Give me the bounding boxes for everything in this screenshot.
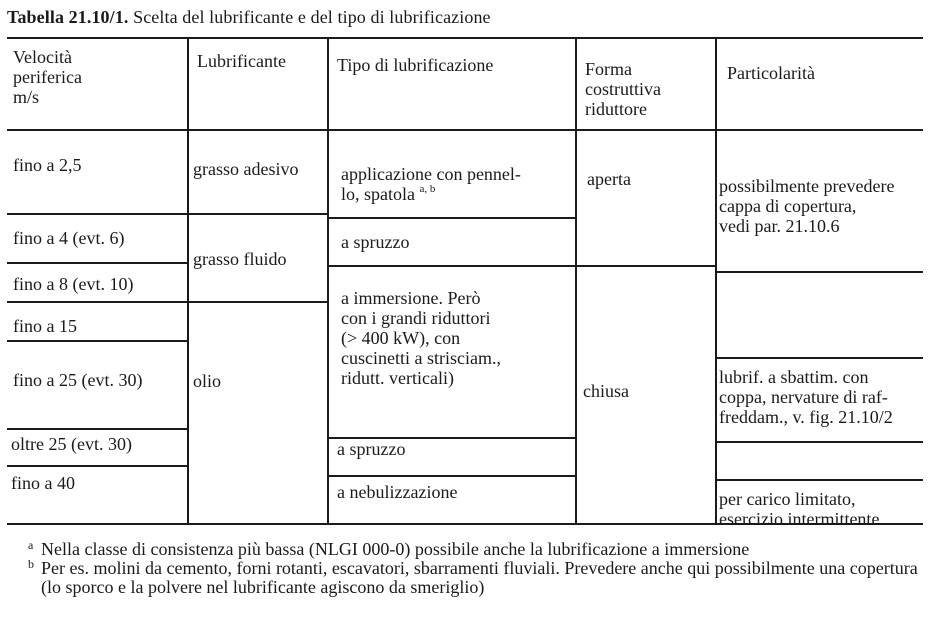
table-caption [7,7,491,28]
forma-cell: aperta [587,169,631,189]
lubrificante-cell: olio [193,371,222,391]
row-divider [715,441,923,443]
header-forma: Forma costruttiva riduttore [585,59,661,119]
velocita-cell: oltre 25 (evt. 30) [11,434,132,454]
footnote [28,540,923,559]
header-lubrificante: Lubrificante [197,51,286,71]
tipo-cell [341,164,573,207]
column-divider [187,37,189,525]
footnote-mark: b [28,557,34,571]
row-divider [7,465,187,467]
tipo-cell: a immersione. Però con i grandi riduttori (> 400 kW), con cuscinetti a strisciam., ridutt. verticali) [341,288,501,388]
tipo-cell: a spruzzo [337,439,406,459]
header-velocita: Velocità periferica m/s [13,47,82,107]
footnote-text: Per es. molini da cemento, forni rotanti, escavatori, sbarramenti fluviali. Prevedere anche qui possibilmente una copertura (lo sporco e la polvere nel lubrificante agiscono da smeriglio) [41,558,918,597]
column-divider [715,37,717,525]
column-divider [575,37,577,525]
row-divider [575,265,715,267]
footnote [28,559,923,597]
lubrificante-cell: grasso adesivo [193,159,299,179]
table-number: Tabella 21.10/1. [7,7,129,27]
row-divider [327,475,575,477]
row-divider [327,265,575,267]
row-divider [7,301,327,303]
header-particolarita: Particolarità [727,63,815,83]
row-divider [715,271,923,273]
row-divider [7,340,187,342]
footnote-mark: a [28,538,34,552]
row-divider [327,217,575,219]
lubrication-table [7,37,923,529]
velocita-cell: fino a 4 (evt. 6) [13,228,125,248]
velocita-cell: fino a 15 [13,316,77,336]
table-title: Scelta del lubrificante e del tipo di lubrificazione [133,7,491,27]
velocita-cell: fino a 25 (evt. 30) [13,370,143,390]
footnote-text: Nella classe di consistenza più bassa (NLGI 000-0) possibile anche la lubrificazione a immersione [41,539,750,559]
lubrificante-cell: grasso fluido [193,249,287,269]
row-divider [7,428,187,430]
particolarita-cell: possibilmente prevedere cappa di copertura, vedi par. 21.10.6 [719,176,895,236]
particolarita-cell: lubrif. a sbattim. con coppa, nervature di raf- freddam., v. fig. 21.10/2 [719,367,893,427]
row-divider [7,213,327,215]
forma-cell: chiusa [583,381,629,401]
velocita-cell: fino a 40 [11,473,75,493]
tipo-pennello-text: applicazione con pennel- lo, spatola [341,164,521,204]
footnotes [28,540,923,597]
velocita-cell: fino a 8 (evt. 10) [13,274,134,294]
footnote-ref: a, b [419,183,436,195]
column-divider [327,37,329,525]
velocita-cell: fino a 2,5 [13,155,82,175]
row-divider [7,262,187,264]
tipo-cell: a nebulizzazione [337,482,458,502]
row-divider [715,479,923,481]
tipo-cell: a spruzzo [341,232,410,252]
header-tipo: Tipo di lubrificazione [337,55,494,75]
header-bottom-border [7,129,923,131]
table-top-border [7,37,923,39]
row-divider [715,357,923,359]
particolarita-cell: per carico limitato, esercizio intermittente [719,489,880,529]
